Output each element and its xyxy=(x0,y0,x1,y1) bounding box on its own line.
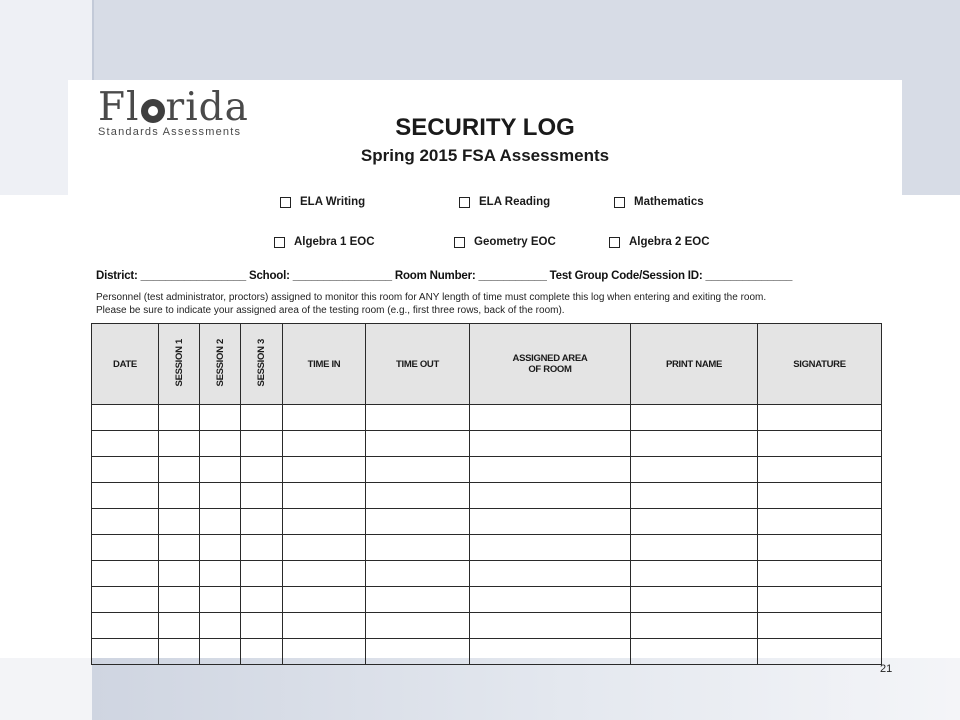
table-cell[interactable] xyxy=(470,483,631,509)
table-cell[interactable] xyxy=(159,613,200,639)
table-cell[interactable] xyxy=(159,509,200,535)
logo-subtitle: Standards Assessments xyxy=(98,126,242,138)
table-body xyxy=(92,405,882,665)
table-cell[interactable] xyxy=(631,509,758,535)
table-cell[interactable] xyxy=(200,613,241,639)
table-cell[interactable] xyxy=(366,509,470,535)
table-cell[interactable] xyxy=(241,509,283,535)
table-cell[interactable] xyxy=(159,483,200,509)
table-cell[interactable] xyxy=(200,587,241,613)
checkbox-square-icon xyxy=(609,237,620,248)
table-cell[interactable] xyxy=(631,457,758,483)
checkbox-square-icon xyxy=(454,237,465,248)
checkbox-label: ELA Writing xyxy=(300,196,366,208)
col-header-signature: SIGNATURE xyxy=(758,324,882,405)
table-cell[interactable] xyxy=(758,431,882,457)
table-cell[interactable] xyxy=(470,509,631,535)
page-number: 21 xyxy=(880,663,893,675)
table-cell[interactable] xyxy=(241,483,283,509)
table-cell[interactable] xyxy=(366,613,470,639)
instruction-note xyxy=(96,291,886,317)
table-cell[interactable] xyxy=(241,457,283,483)
table-cell[interactable] xyxy=(283,613,366,639)
table-cell[interactable] xyxy=(200,535,241,561)
form-fields-line: District: _________________ School: ________________ Room Number: ___________ Test Group Code/Session ID: ______________ xyxy=(96,270,793,282)
table-cell[interactable] xyxy=(470,431,631,457)
table-cell[interactable] xyxy=(631,639,758,665)
table-cell[interactable] xyxy=(470,405,631,431)
checkbox-label: Algebra 2 EOC xyxy=(629,236,710,248)
table-cell[interactable] xyxy=(366,431,470,457)
checkbox-square-icon xyxy=(274,237,285,248)
table-cell[interactable] xyxy=(758,405,882,431)
table-cell[interactable] xyxy=(283,561,366,587)
checkbox-label: Mathematics xyxy=(634,196,704,208)
table-row xyxy=(92,639,882,665)
table-row xyxy=(92,613,882,639)
assigned-area-line-2: OF ROOM xyxy=(528,364,572,375)
table-cell[interactable] xyxy=(92,639,159,665)
table-cell[interactable] xyxy=(758,561,882,587)
table-cell[interactable] xyxy=(470,613,631,639)
table-row xyxy=(92,561,882,587)
table-row xyxy=(92,457,882,483)
col-header-date: DATE xyxy=(92,324,159,405)
instruction-line-2: Please be sure to indicate your assigned area of the testing room (e.g., first three rows, back of the room). xyxy=(96,305,565,316)
table-cell[interactable] xyxy=(159,561,200,587)
checkbox-ela-reading[interactable] xyxy=(459,196,550,208)
assigned-area-line-1: ASSIGNED AREA xyxy=(512,353,588,364)
table-row xyxy=(92,431,882,457)
table-cell[interactable] xyxy=(159,535,200,561)
table-header-row xyxy=(92,324,882,405)
table-cell[interactable] xyxy=(470,535,631,561)
col-header-print-name: PRINT NAME xyxy=(631,324,758,405)
table-cell[interactable] xyxy=(200,509,241,535)
table-cell[interactable] xyxy=(92,431,159,457)
table-cell[interactable] xyxy=(159,639,200,665)
security-log-table xyxy=(91,323,882,665)
table-cell[interactable] xyxy=(758,483,882,509)
table-cell[interactable] xyxy=(159,587,200,613)
checkbox-ela-writing[interactable] xyxy=(280,196,365,208)
table-cell[interactable] xyxy=(631,483,758,509)
table-cell[interactable] xyxy=(241,587,283,613)
table-cell[interactable] xyxy=(631,587,758,613)
security-log-document xyxy=(68,80,902,658)
table-cell[interactable] xyxy=(631,613,758,639)
logo-word-left: Fl xyxy=(98,85,140,130)
col-header-session-3: SESSION 3 xyxy=(241,324,283,405)
table-row xyxy=(92,483,882,509)
table-cell[interactable] xyxy=(241,405,283,431)
table-cell[interactable] xyxy=(200,639,241,665)
instruction-line-1: Personnel (test administrator, proctors) assigned to monitor this room for ANY length of time must complete this log when entering and exiting the room. xyxy=(96,292,767,303)
table-cell[interactable] xyxy=(241,561,283,587)
table-cell[interactable] xyxy=(366,535,470,561)
slide-background-bottom-left xyxy=(0,658,92,720)
table-cell[interactable] xyxy=(366,483,470,509)
table-cell[interactable] xyxy=(366,561,470,587)
col-header-session-2: SESSION 2 xyxy=(200,324,241,405)
table-cell[interactable] xyxy=(200,405,241,431)
table-cell[interactable] xyxy=(758,535,882,561)
table-cell[interactable] xyxy=(366,639,470,665)
table-row xyxy=(92,509,882,535)
logo-word-right: rida xyxy=(165,85,249,130)
table-cell[interactable] xyxy=(758,587,882,613)
checkbox-geometry-eoc[interactable] xyxy=(454,236,556,248)
table-cell[interactable] xyxy=(283,405,366,431)
table-cell[interactable] xyxy=(92,535,159,561)
col-header-time-in: TIME IN xyxy=(283,324,366,405)
checkbox-label: Algebra 1 EOC xyxy=(294,236,375,248)
table-cell[interactable] xyxy=(283,639,366,665)
col-header-session-1: SESSION 1 xyxy=(159,324,200,405)
table-cell[interactable] xyxy=(241,431,283,457)
table-cell[interactable] xyxy=(92,483,159,509)
table-cell[interactable] xyxy=(283,457,366,483)
checkbox-mathematics[interactable] xyxy=(614,196,704,208)
table-cell[interactable] xyxy=(159,457,200,483)
col-header-assigned-area xyxy=(470,324,631,405)
table-cell[interactable] xyxy=(200,431,241,457)
table-cell[interactable] xyxy=(631,405,758,431)
table-cell[interactable] xyxy=(283,535,366,561)
table-cell[interactable] xyxy=(200,483,241,509)
table-cell[interactable] xyxy=(241,639,283,665)
table-cell[interactable] xyxy=(283,587,366,613)
checkbox-square-icon xyxy=(614,197,625,208)
table-cell[interactable] xyxy=(92,405,159,431)
document-subtitle: Spring 2015 FSA Assessments xyxy=(360,146,610,165)
checkbox-label: Geometry EOC xyxy=(474,236,556,248)
col-header-time-out: TIME OUT xyxy=(366,324,470,405)
checkbox-algebra-1-eoc[interactable] xyxy=(274,236,375,248)
table-cell[interactable] xyxy=(241,535,283,561)
table-cell[interactable] xyxy=(283,509,366,535)
table-row xyxy=(92,535,882,561)
table-cell[interactable] xyxy=(366,457,470,483)
table-cell[interactable] xyxy=(366,405,470,431)
checkbox-square-icon xyxy=(459,197,470,208)
table-cell[interactable] xyxy=(241,613,283,639)
checkbox-square-icon xyxy=(280,197,291,208)
document-title: SECURITY LOG xyxy=(395,114,575,141)
table-cell[interactable] xyxy=(758,509,882,535)
table-cell[interactable] xyxy=(92,509,159,535)
table-cell[interactable] xyxy=(92,457,159,483)
slide-background-bottom xyxy=(92,658,960,720)
table-row xyxy=(92,587,882,613)
table-cell[interactable] xyxy=(92,561,159,587)
table-cell[interactable] xyxy=(366,587,470,613)
table-cell[interactable] xyxy=(92,587,159,613)
table-cell[interactable] xyxy=(159,431,200,457)
table-cell[interactable] xyxy=(92,613,159,639)
table-cell[interactable] xyxy=(631,431,758,457)
table-row xyxy=(92,405,882,431)
table-cell[interactable] xyxy=(758,457,882,483)
table-cell[interactable] xyxy=(470,587,631,613)
table-cell[interactable] xyxy=(283,431,366,457)
checkbox-algebra-2-eoc[interactable] xyxy=(609,236,710,248)
table-cell[interactable] xyxy=(200,561,241,587)
table-cell[interactable] xyxy=(470,639,631,665)
table-cell[interactable] xyxy=(470,457,631,483)
table-cell[interactable] xyxy=(159,405,200,431)
table-cell[interactable] xyxy=(758,639,882,665)
table-cell[interactable] xyxy=(631,535,758,561)
table-cell[interactable] xyxy=(200,457,241,483)
table-cell[interactable] xyxy=(758,613,882,639)
table-cell[interactable] xyxy=(631,561,758,587)
table-cell[interactable] xyxy=(470,561,631,587)
table-cell[interactable] xyxy=(283,483,366,509)
checkbox-label: ELA Reading xyxy=(479,196,551,208)
